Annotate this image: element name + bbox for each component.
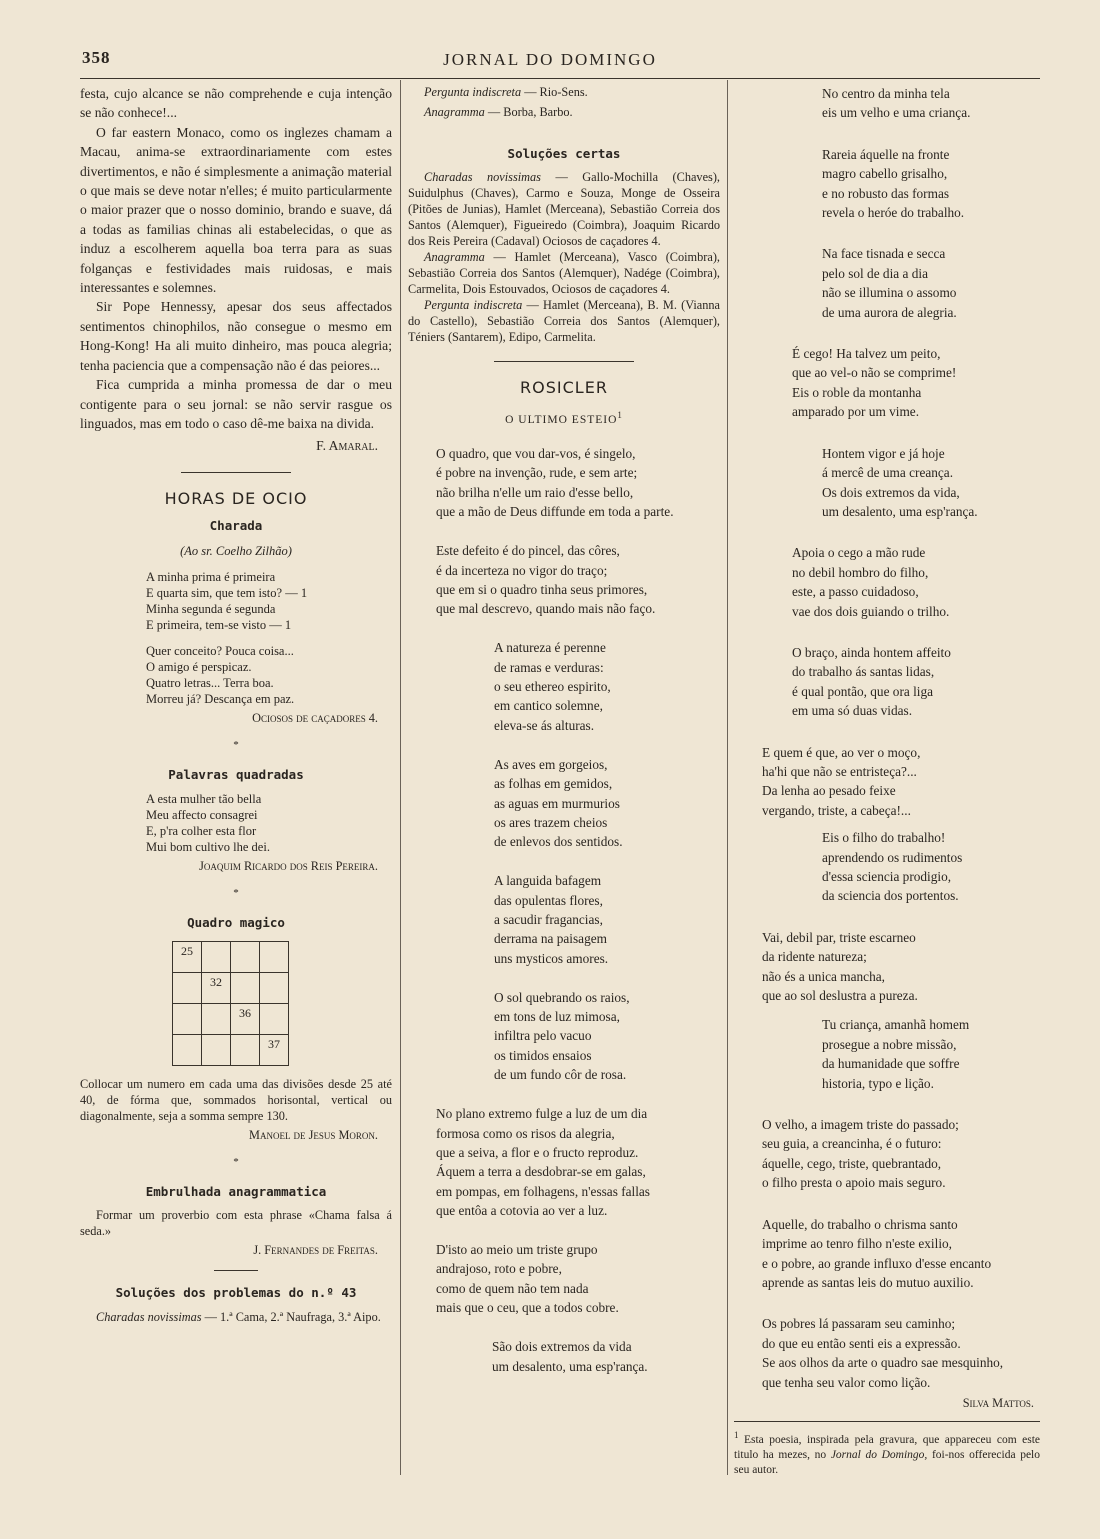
verse-line: no debil hombro do filho, — [792, 564, 929, 580]
verse-line: uns mysticos amores. — [494, 950, 609, 966]
verse-line: Apoia o cego a mão rude — [792, 545, 926, 561]
poem-subtitle-wrap — [408, 406, 720, 430]
verse-line: O sol quebrando os raios, — [494, 989, 630, 1005]
embrulhada-text: Formar um proverbio com esta phrase «Chama falsa á seda.» — [80, 1208, 392, 1239]
poem-body — [408, 444, 720, 1376]
magic-cell: 25 — [173, 941, 202, 972]
verse-line: um desalento, uma esp'rança. — [822, 503, 978, 519]
answer-label: Anagramma — [424, 105, 485, 119]
verse-line: do trabalho ás santas lidas, — [792, 664, 935, 680]
embrulhada-signature: J. Fernandes de Freitas. — [253, 1243, 378, 1258]
embrulhada-title: Embrulhada anagrammatica — [145, 1183, 327, 1199]
magic-cell: 37 — [260, 1034, 289, 1065]
verse-line: os ares trazem cheios — [494, 814, 608, 830]
poem-stanza — [408, 638, 720, 734]
verse-line: Áquem a terra a desdobrar-se em galas, — [436, 1164, 646, 1180]
solucoes-title: Soluções dos problemas do n.º 43 — [115, 1285, 357, 1301]
verse-line: Tu criança, amanhã homem — [822, 1017, 970, 1033]
verse-line: derrama na paisagem — [494, 931, 607, 947]
poem-stanza — [734, 928, 1040, 1006]
verse-line: pelo sol de dia a dia — [822, 265, 928, 281]
palavras-verse — [80, 791, 392, 855]
verse-line: ha'hi que não se entristeça?... — [762, 763, 917, 779]
star-separator: * — [233, 1155, 239, 1168]
verse-line: São dois extremos da vida — [492, 1339, 632, 1355]
correct-solutions — [408, 249, 720, 297]
verse-line: Eis o filho do trabalho! — [822, 830, 946, 846]
footnote-text: foi-nos offerecida pelo seu autor. — [734, 1448, 1040, 1476]
magic-cell — [202, 941, 231, 972]
verse-line: Mui bom cultivo lhe dei. — [146, 839, 270, 854]
verse-line: Morreu já? Descança em paz. — [146, 691, 295, 706]
verse-line: é da incerteza no vigor do traço; — [436, 562, 608, 578]
poem-stanza — [734, 84, 1040, 123]
verse-line: os timidos ensaios — [494, 1047, 592, 1063]
verse-line: Na face tisnada e secca — [822, 246, 946, 262]
verse-line: Meu affecto consagrei — [146, 807, 258, 822]
verse-line: Os dois extremos da vida, — [822, 484, 960, 500]
verse-line: á mercê de uma creança. — [822, 465, 954, 481]
verse-line: e no robusto das formas — [822, 185, 950, 201]
puzzle-answer — [408, 84, 720, 100]
answer-label: Anagramma — [424, 250, 485, 265]
poem-subtitle: O ULTIMO ESTEIO — [505, 413, 618, 426]
answer-label: Charadas novissimas — [424, 170, 541, 185]
verse-line: de uma aurora de alegria. — [822, 304, 957, 320]
verse-line: amparado por um vime. — [792, 404, 920, 420]
magic-cell — [202, 1034, 231, 1065]
section-separator — [214, 1270, 258, 1271]
verse-line: que mal descrevo, quando mais não faço. — [436, 601, 656, 617]
verse-line: Quatro letras... Terra boa. — [146, 675, 274, 690]
verse-line: de ramas e verduras: — [494, 659, 604, 675]
verse-line: vergando, triste, a cabeça!... — [762, 802, 911, 818]
verse-line: Minha segunda é segunda — [146, 601, 276, 616]
footnote-mark: 1 — [734, 1429, 739, 1440]
header-rule — [80, 78, 1040, 79]
section-separator — [494, 361, 634, 362]
verse-line: em tons de luz mimosa, — [494, 1009, 620, 1025]
footnote — [734, 1421, 1040, 1478]
section-separator — [181, 472, 291, 473]
verse-line: vae dos dois guiando o trilho. — [792, 603, 950, 619]
poem-stanza — [408, 871, 720, 967]
verse-line: da humanidade que soffre — [822, 1056, 960, 1072]
verse-line: que ao sol deslustra a pureza. — [762, 988, 918, 1004]
verse-line: que a seiva, a flor e o fructo reproduz. — [436, 1144, 639, 1160]
verse-line: aprendendo os rudimentos — [822, 849, 963, 865]
magic-cell — [231, 972, 260, 1003]
verse-line: Eis o roble da montanha — [792, 384, 922, 400]
verse-line: Vai, debil par, triste escarneo — [762, 929, 916, 945]
verse-line: não se illumina o assomo — [822, 285, 957, 301]
verse-line: O amigo é perspicaz. — [146, 659, 252, 674]
verse-line: do que eu então senti eis a expressão. — [762, 1335, 961, 1351]
verse-line: as aguas em murmurios — [494, 795, 620, 811]
verse-line: a sacudir fragancias, — [494, 911, 603, 927]
palavras-title: Palavras quadradas — [168, 767, 304, 783]
footnote-ref: 1 — [617, 409, 623, 420]
verse-line: No centro da minha tela — [822, 86, 950, 101]
verse-line: da ridente natureza; — [762, 949, 867, 965]
poem-stanza — [408, 755, 720, 851]
verse-line: Rareia áquelle na fronte — [822, 146, 950, 162]
verse-line: em cantico solemne, — [494, 698, 603, 714]
answer-text: — Borba, Barbo. — [487, 105, 573, 119]
quadro-instructions: Collocar um numero em cada uma das divisões desde 25 até 40, de fórma que, sommados horisontal, vertical ou diagonalmente, seja a somma sempre 130. — [80, 1076, 392, 1123]
poem-stanza — [408, 1104, 720, 1220]
verse-line: prosegue a nobre missão, — [822, 1036, 957, 1052]
poem-stanza — [734, 828, 1040, 906]
verse-line: como de quem não tem nada — [436, 1280, 589, 1296]
verse-line: A natureza é perenne — [494, 640, 606, 656]
answer-text: — Hamlet (Merceana), B. M. (Vianna do Castello), Sebastião Correia dos Santos (Alemquer), Téniers (Santarem), Edipo, Carmelita. — [408, 298, 721, 345]
magic-cell — [231, 1034, 260, 1065]
magic-cell — [231, 941, 260, 972]
verse-line: O velho, a imagem triste do passado; — [762, 1117, 959, 1133]
verse-line: o seu ethereo espirito, — [494, 679, 611, 695]
answer-label: Pergunta indiscreta — [424, 298, 523, 313]
poem-stanza — [734, 444, 1040, 522]
poem-stanza — [408, 1240, 720, 1317]
poem-stanza — [734, 643, 1040, 721]
verse-line: o filho presta o apoio mais seguro. — [762, 1175, 946, 1191]
verse-line: E primeira, tem-se visto — 1 — [146, 617, 292, 632]
verse-line: É cego! Ha talvez um peito, — [792, 346, 941, 362]
poem-stanza — [408, 1337, 720, 1376]
charada-signature: Ociosos de caçadores 4. — [252, 710, 378, 725]
answer-text: — Gallo-Mochilla (Chaves), Suidulphus (Chaves), Carmo e Souza, Monge de Osseira (Pitões de Junias), Hamlet (Merceana), Sebastião Correia dos Santos (Alemquer), Figueiredo (Coimbra), Joaquim Ricardo dos Reis Pereira (Cadaval) Ociosos de caçadores 4. — [408, 170, 720, 249]
verse-line: é pobre na invenção, rude, e sem arte; — [436, 465, 638, 481]
poem-stanza — [734, 244, 1040, 322]
article-text: Fica cumprida a minha promessa de dar o meu contigente para o seu jornal: se não servir rasgue os linguados, mas em todo o caso dê-me baixa na divida. — [80, 377, 392, 431]
verse-line: formosa como os risos da alegria, — [436, 1125, 615, 1141]
verse-line: E, p'ra colher esta flor — [146, 823, 257, 838]
magic-square — [172, 941, 289, 1066]
verse-line: seu guia, a creancinha, é o futuro: — [762, 1136, 942, 1152]
answer-text: — Rio-Sens. — [524, 85, 588, 99]
verse-line: de enlevos dos sentidos. — [494, 834, 623, 850]
poem-stanza — [408, 541, 720, 618]
magic-cell — [260, 972, 289, 1003]
verse-line: um desalento, uma esp'rança. — [492, 1358, 648, 1374]
verse-line: que entôa a cotovia ao ver a luz. — [436, 1202, 608, 1218]
verse-line: Se aos olhos da arte o quadro sae mesquinho, — [762, 1355, 1004, 1371]
star-separator: * — [233, 738, 239, 751]
quadro-title: Quadro magico — [187, 915, 285, 931]
verse-line: Os pobres lá passaram seu caminho; — [762, 1316, 956, 1332]
verse-line: andrajoso, roto e pobre, — [436, 1261, 562, 1277]
verse-line: magro cabello grisalho, — [822, 166, 948, 182]
charada-dedication: (Ao sr. Coelho Zilhão) — [180, 543, 292, 558]
poem-stanza — [734, 743, 1040, 821]
poem-stanza — [734, 1015, 1040, 1093]
verse-line: das opulentas flores, — [494, 892, 603, 908]
solucoes-label: Charadas novissimas — [96, 1309, 202, 1324]
verse-line: não és a unica mancha, — [762, 968, 885, 984]
verse-line: eis um velho e uma criança. — [822, 105, 971, 121]
verse-line: que a mão de Deus diffunde em toda a parte. — [436, 503, 674, 519]
poem-stanza — [734, 145, 1040, 223]
verse-line: E quarta sim, que tem isto? — 1 — [146, 585, 308, 600]
verse-line: Da lenha ao pesado feixe — [762, 783, 896, 799]
verse-line: que em si o quadro tinha seus primores, — [436, 581, 648, 597]
footnote-text: Esta poesia, inspirada pela gravura, que appareceu com este titulo ha mezes, no — [734, 1433, 1040, 1461]
magic-cell — [173, 972, 202, 1003]
solucoes-text — [80, 1309, 392, 1325]
middle-column — [408, 84, 720, 1376]
article-text: Sir Pope Hennessy, apesar dos seus affectados sentimentos chinophilos, não consegue o mesmo em Hong-Kong! Ha ali muito dinheiro, mas pouca alegria; tenha paciencia que a compensação não é das peiores... — [80, 299, 392, 373]
answer-label: Pergunta indiscreta — [424, 85, 522, 99]
verse-line: E quem é que, ao ver o moço, — [762, 744, 921, 760]
poem-stanza — [734, 1215, 1040, 1293]
star-separator: * — [233, 886, 239, 899]
verse-line: A esta mulher tão bella — [146, 791, 262, 806]
verse-line: de um fundo côr de rosa. — [494, 1067, 627, 1083]
verse-line: Hontem vigor e já hoje — [822, 445, 945, 461]
poem-signature: Silva Mattos. — [962, 1395, 1034, 1410]
poem-stanza — [408, 444, 720, 521]
verse-line: revela o heróe do trabalho. — [822, 205, 965, 221]
magic-cell: 32 — [202, 972, 231, 1003]
palavras-signature: Joaquim Ricardo dos Reis Pereira. — [199, 858, 378, 873]
poem-stanza — [408, 988, 720, 1084]
verse-line: em uma só duas vidas. — [792, 703, 913, 719]
poem-stanza — [734, 344, 1040, 422]
article-text: festa, cujo alcance se não comprehende e cuja intenção se não conhece!... — [80, 86, 392, 121]
verse-line: O quadro, que vou dar-vos, é singelo, — [436, 446, 636, 462]
magic-cell — [202, 1003, 231, 1034]
poem-stanza — [734, 1314, 1040, 1392]
page-number: 358 — [82, 48, 111, 67]
section-title: HORAS DE OCIO — [164, 488, 308, 508]
verse-line: é qual pontão, que ora liga — [792, 683, 934, 699]
poem-title: ROSICLER — [520, 378, 608, 398]
correct-solutions — [408, 297, 720, 345]
verse-line: D'isto ao meio um triste grupo — [436, 1242, 598, 1258]
poem-stanza — [734, 543, 1040, 621]
magic-cell — [260, 1003, 289, 1034]
verse-line: Quer conceito? Pouca coisa... — [146, 643, 294, 658]
verse-line: da sciencia dos portentos. — [822, 888, 959, 904]
verse-line: infiltra pelo vacuo — [494, 1028, 592, 1044]
page-header — [0, 44, 1100, 76]
verse-line: aprende as santas leis do mutuo auxilio. — [762, 1274, 974, 1290]
column-divider — [727, 80, 728, 1475]
verse-line: O braço, ainda hontem affeito — [792, 644, 951, 660]
charada-stanza — [80, 643, 392, 707]
verse-line: Aquelle, do trabalho o chrisma santo — [762, 1216, 958, 1232]
right-column — [734, 84, 1040, 1478]
verse-line: áquelle, cego, triste, quebrantado, — [762, 1155, 942, 1171]
magic-cell — [173, 1003, 202, 1034]
charada-title: Charada — [209, 518, 263, 534]
verse-line: As aves em gorgeios, — [494, 756, 608, 772]
verse-line: No plano extremo fulge a luz de um dia — [436, 1106, 648, 1122]
charada-stanza — [80, 569, 392, 633]
column-divider — [400, 80, 401, 1475]
magic-cell: 36 — [231, 1003, 260, 1034]
verse-line: d'essa sciencia prodigio, — [822, 869, 952, 884]
verse-line: A languida bafagem — [494, 873, 602, 889]
verse-line: não brilha n'elle um raio d'esse bello, — [436, 484, 634, 500]
magic-cell — [173, 1034, 202, 1065]
verse-line: que ao vel-o não se comprime! — [792, 365, 957, 381]
verse-line: em pompas, em folhagens, n'essas fallas — [436, 1183, 650, 1199]
verse-line: as folhas em gemidos, — [494, 776, 613, 792]
quadro-signature: Manoel de Jesus Moron. — [249, 1127, 378, 1142]
verse-line: imprime ao tenro filho n'este exilio, — [762, 1236, 952, 1252]
article-signature: F. Amaral. — [316, 438, 378, 454]
verse-line: A minha prima é primeira — [146, 569, 276, 584]
certas-title: Soluções certas — [507, 146, 621, 161]
solucoes-answers: — 1.ª Cama, 2.ª Naufraga, 3.ª Aipo. — [204, 1309, 381, 1324]
verse-line: e o pobre, ao grande influxo d'esse encanto — [762, 1255, 992, 1271]
verse-line: Este defeito é do pincel, das côres, — [436, 543, 620, 559]
footnote-journal: Jornal do Domingo, — [830, 1448, 928, 1461]
left-column — [80, 84, 392, 1325]
verse-line: historia, typo e lição. — [822, 1075, 934, 1091]
verse-line: eleva-se ás alturas. — [494, 717, 595, 733]
article-text: O far eastern Monaco, como os inglezes chamam a Macau, anima-se extraordinariamente com estes divertimentos, e não é simplesmente a animação material o que mais se deve notar n'elles; é muito particularmente o maior prazer que o nosso dominio, brando e suave, dá a todas as familias chinas ali estabelecidas, o que as induz a escolherem aquella boa terra para as suas folganças e festividades mais ruidosas, e mais interessantes e solemnes. — [80, 124, 392, 296]
verse-line: este, a passo cuidadoso, — [792, 584, 919, 600]
puzzle-answer — [408, 104, 720, 120]
magic-cell — [260, 941, 289, 972]
journal-title: JORNAL DO DOMINGO — [443, 50, 657, 69]
poem-stanza — [734, 1115, 1040, 1193]
verse-line: que tenha seu valor como lição. — [762, 1374, 931, 1390]
verse-line: mais que o ceu, que a todos cobre. — [436, 1300, 619, 1316]
correct-solutions — [408, 169, 720, 249]
answer-text: — Hamlet (Merceana), Vasco (Coimbra), Sebastião Correia dos Santos (Alemquer), Nadége (Coimbra), Carmelita, Dois Estouvados, Ociosos de caçadores 4. — [408, 250, 720, 297]
